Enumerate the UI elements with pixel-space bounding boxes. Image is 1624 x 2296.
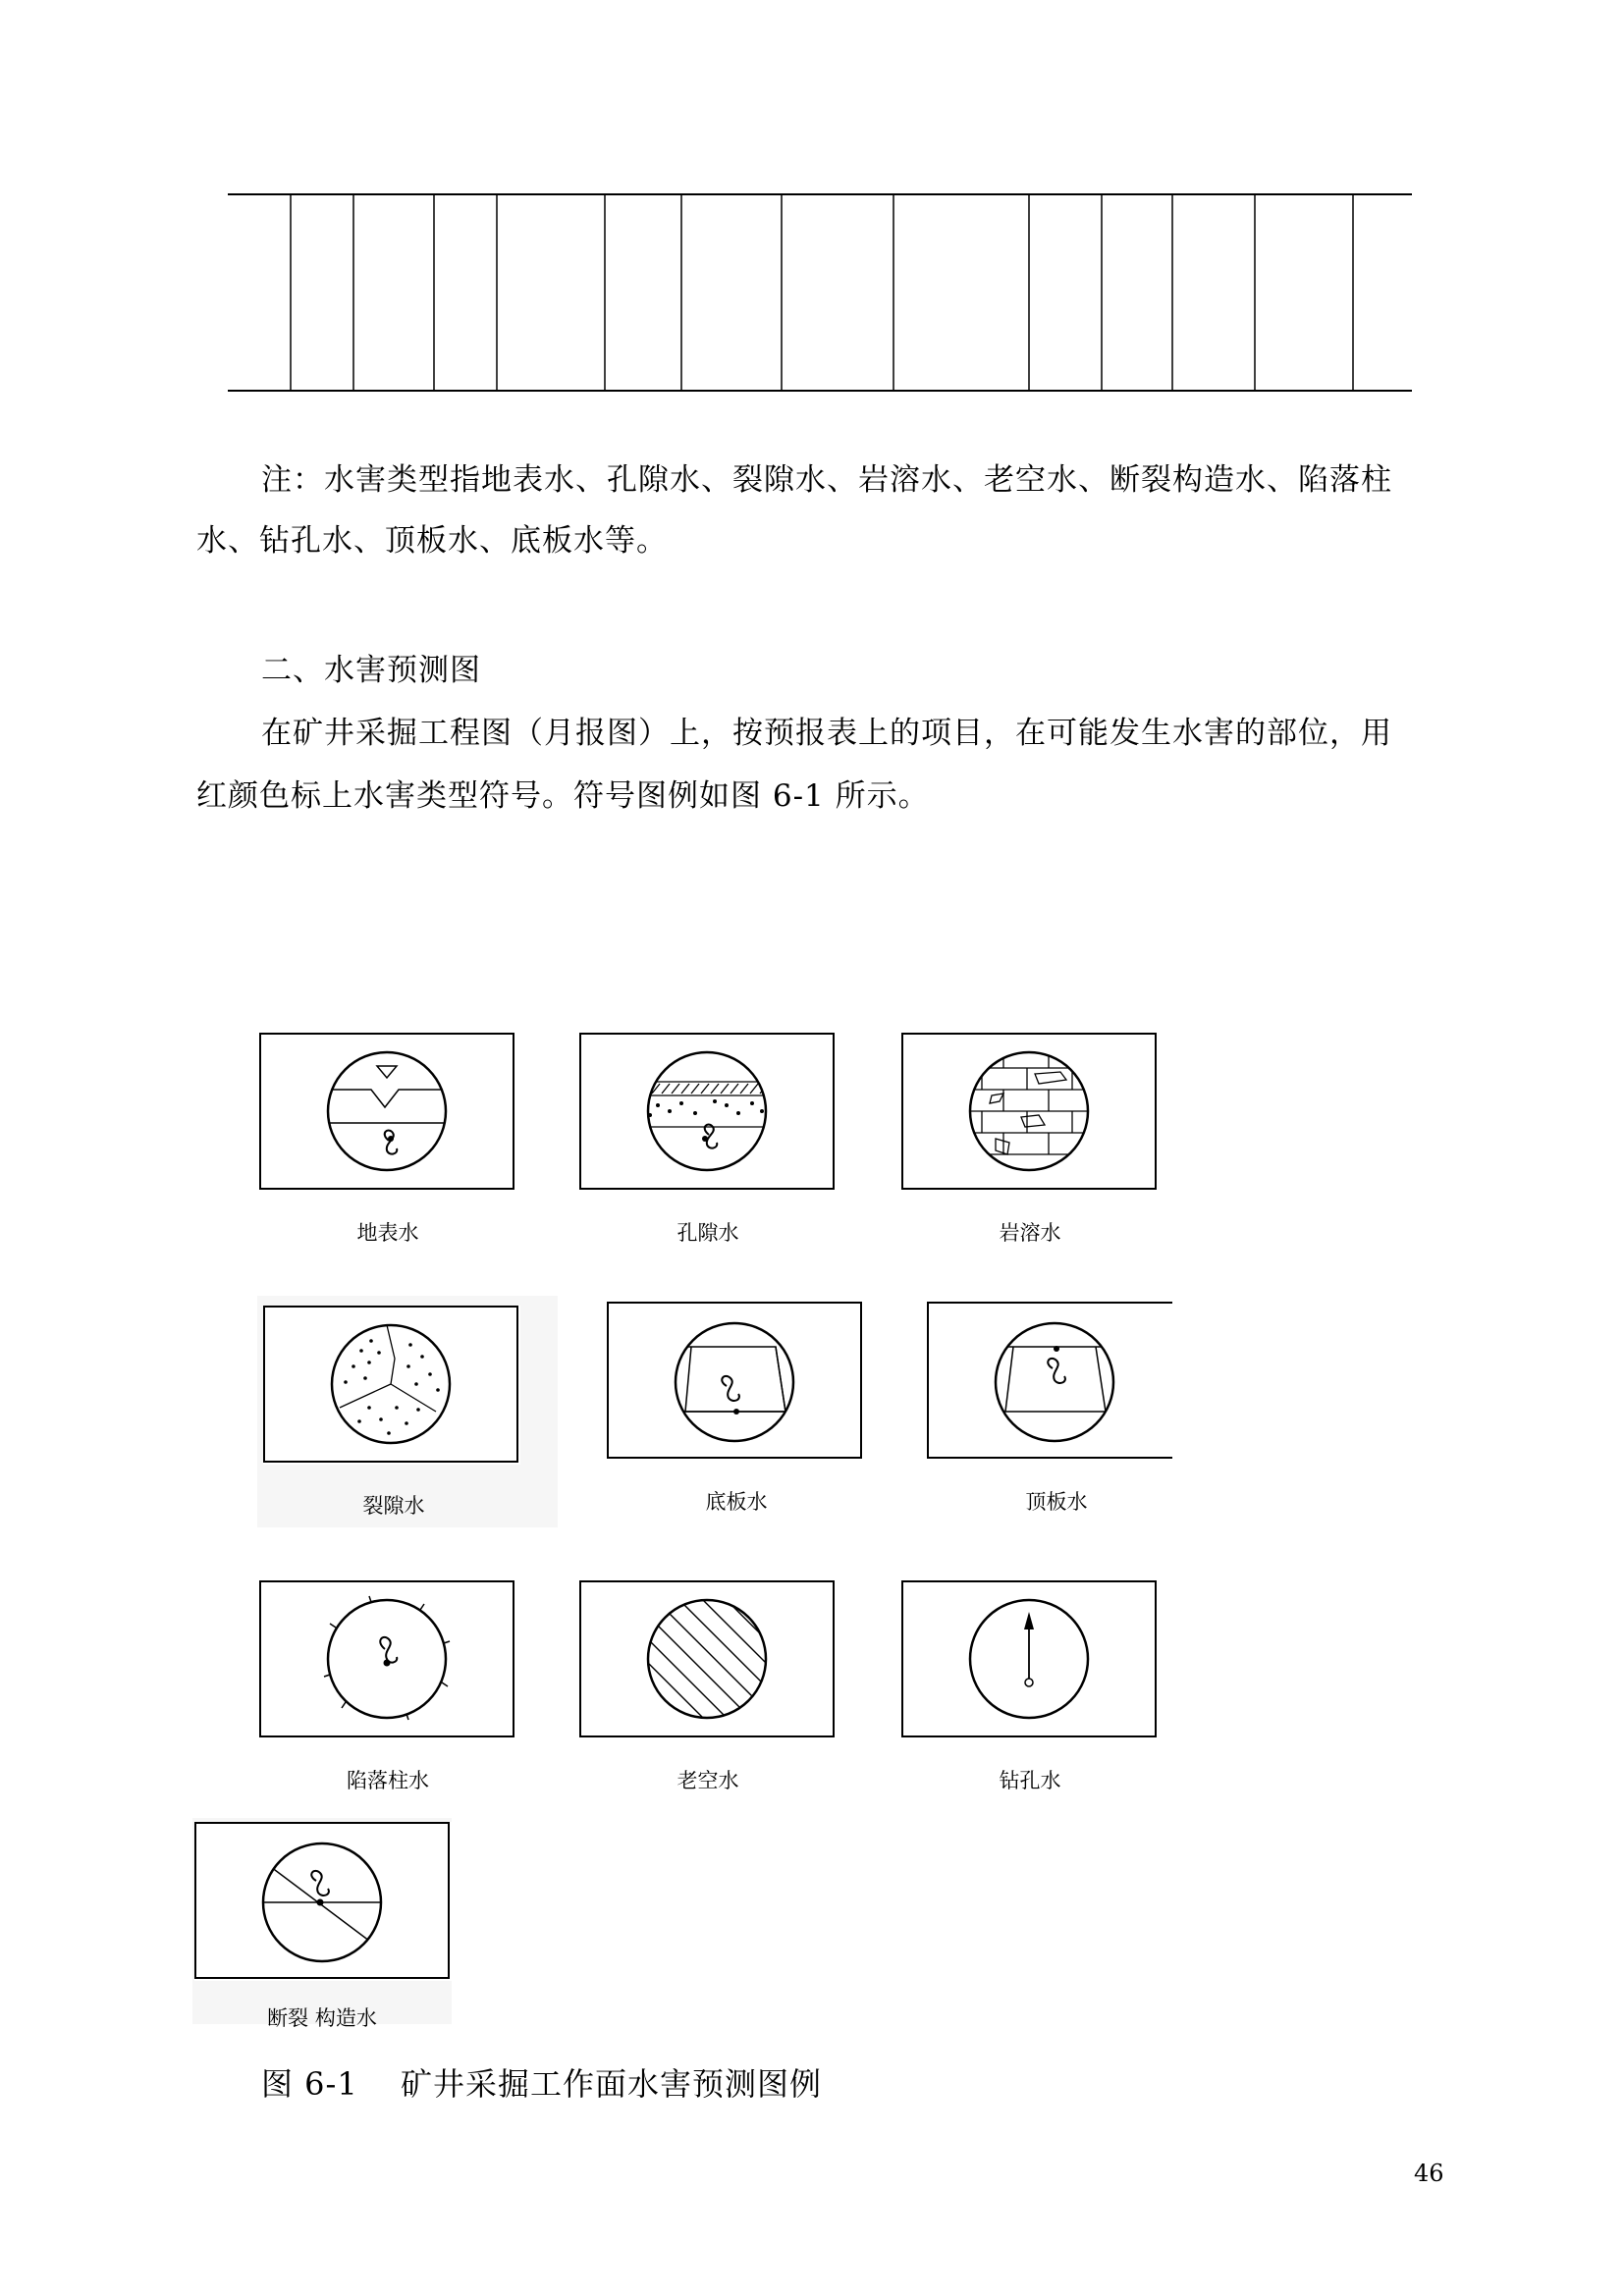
legend-item-fissure-water bbox=[263, 1306, 520, 1465]
collapse-column-water-icon bbox=[259, 1580, 516, 1739]
legend-item-karst-water bbox=[901, 1033, 1159, 1192]
legend-label-pore-water: 孔隙水 bbox=[677, 1221, 739, 1245]
legend-item-fault-structure-water bbox=[194, 1822, 452, 1981]
page-number: 46 bbox=[1414, 2160, 1444, 2187]
legend-label-collapse-column-water: 陷落柱水 bbox=[347, 1769, 429, 1792]
legend-item-borehole-water bbox=[901, 1580, 1159, 1739]
legend-item-collapse-column-water bbox=[259, 1580, 516, 1739]
legend-label-fault-structure-water: 断裂 构造水 bbox=[267, 2006, 377, 2030]
section-heading: 二、水害预测图 bbox=[261, 653, 481, 688]
legend-label-roof-water: 顶板水 bbox=[1025, 1490, 1088, 1514]
section-para-line-2: 红颜色标上水害类型符号。符号图例如图 6-1 所示。 bbox=[196, 778, 930, 814]
section-para-line-1: 在矿井采掘工程图（月报图）上，按预报表上的项目，在可能发生水害的部位，用 bbox=[261, 716, 1392, 751]
borehole-water-icon bbox=[901, 1580, 1159, 1739]
figure-title: 矿井采掘工作面水害预测图例 bbox=[401, 2065, 823, 2103]
karst-water-icon bbox=[901, 1033, 1159, 1192]
legend-item-roof-water bbox=[927, 1302, 1184, 1461]
fissure-water-icon bbox=[263, 1306, 520, 1465]
legend-item-surface-water bbox=[259, 1033, 516, 1192]
roof-water-icon bbox=[927, 1302, 1184, 1461]
legend-label-karst-water: 岩溶水 bbox=[999, 1221, 1061, 1245]
surface-water-icon bbox=[259, 1033, 516, 1192]
legend-label-floor-water: 底板水 bbox=[705, 1490, 768, 1514]
figure-number: 图 6-1 bbox=[261, 2065, 358, 2103]
fault-structure-water-icon bbox=[194, 1822, 452, 1981]
old-goaf-water-icon bbox=[579, 1580, 837, 1739]
note-line-1: 注：水害类型指地表水、孔隙水、裂隙水、岩溶水、老空水、断裂构造水、陷落柱 bbox=[261, 462, 1392, 498]
forecast-table bbox=[226, 187, 1416, 402]
legend-label-old-goaf-water: 老空水 bbox=[677, 1769, 739, 1792]
legend-label-borehole-water: 钻孔水 bbox=[999, 1769, 1061, 1792]
legend-label-surface-water: 地表水 bbox=[356, 1221, 419, 1245]
legend-item-old-goaf-water bbox=[579, 1580, 837, 1739]
note-line-2: 水、钻孔水、顶板水、底板水等。 bbox=[196, 523, 668, 559]
pore-water-icon bbox=[579, 1033, 837, 1192]
legend-item-pore-water bbox=[579, 1033, 837, 1192]
floor-water-icon bbox=[607, 1302, 864, 1461]
legend-label-fissure-water: 裂隙水 bbox=[362, 1494, 425, 1518]
legend-item-floor-water bbox=[607, 1302, 864, 1461]
